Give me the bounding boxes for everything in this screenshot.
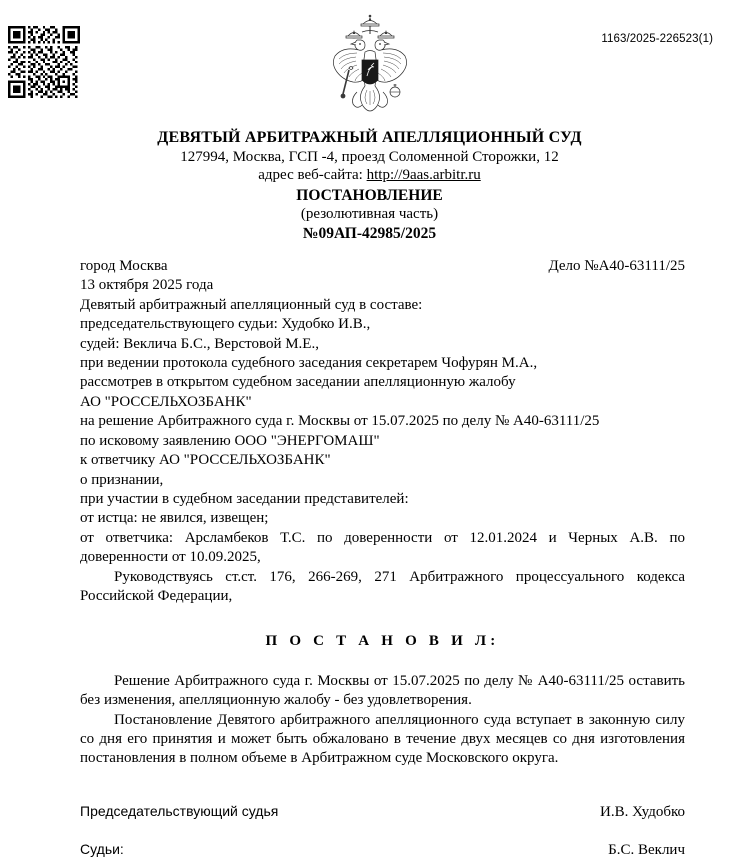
document-title-block: [0, 128, 739, 243]
defendant-representative: от ответчика: Арсламбеков Т.С. по доверенности от 12.01.2024 и Черных А.В. по доверенности от 10.09.2025,: [80, 529, 685, 566]
document-header: [0, 0, 739, 128]
presiding-judge: председательствующего судьи: Худобко И.В.,: [80, 316, 371, 333]
signature-row: [80, 841, 685, 859]
signature-role: Судьи:: [80, 840, 124, 857]
legal-basis: Руководствуясь ст.ст. 176, 266-269, 271 Арбитражного процессуального кодекса Российской Федерации,: [80, 568, 685, 604]
judges-list: судей: Веклича Б.С., Верстовой М.Е.,: [80, 335, 319, 352]
appealed-decision: на решение Арбитражного суда г. Москвы от 15.07.2025 по делу № А40-63111/25: [80, 413, 600, 430]
court-name: ДЕВЯТЫЙ АРБИТРАЖНЫЙ АПЕЛЛЯЦИОННЫЙ СУД: [157, 129, 582, 146]
court-website-label: адрес веб-сайта:: [258, 167, 367, 184]
plaintiff-representative: от истца: не явился, извещен;: [80, 510, 269, 527]
russian-coat-of-arms-icon: [327, 8, 413, 122]
city-case-row: [80, 257, 685, 276]
court-website-line: [0, 166, 739, 185]
document-date: 13 октября 2025 года: [80, 277, 214, 294]
court-website-url[interactable]: http://9aas.arbitr.ru: [366, 167, 481, 184]
claim-subject: о признании,: [80, 471, 164, 488]
qr-code: [8, 26, 80, 98]
appellant: АО "РОССЕЛЬХОЗБАНК": [80, 393, 252, 410]
document-body: [80, 257, 685, 769]
document-subtype: (резолютивная часть): [300, 206, 439, 223]
signature-block: [80, 803, 685, 859]
court-address: 127994, Москва, ГСП -4, проезд Соломенной Сторожки, 12: [180, 148, 559, 165]
city: город Москва: [80, 258, 168, 275]
plaintiff-claim: по исковому заявлению ООО "ЭНЕРГОМАШ": [80, 432, 380, 449]
ruling-paragraph-2: Постановление Девятого арбитражного апелляционного суда вступает в законную силу со дня его принятия и может быть обжаловано в течение двух месяцев со дня изготовления постановления в полном объеме в Арбитражном суде Московского округа.: [80, 711, 685, 767]
reviewed-line: рассмотрев в открытом судебном заседании апелляционную жалобу: [80, 374, 516, 391]
ruling-paragraph-1: Решение Арбитражного суда г. Москвы от 15.07.2025 по делу № А40-63111/25 оставить без изменения, апелляционную жалобу - без удовлетворения.: [80, 672, 685, 709]
participants-heading: при участии в судебном заседании представителей:: [80, 490, 409, 507]
document-type: ПОСТАНОВЛЕНИЕ: [296, 187, 443, 205]
signature-name: Б.С. Веклич: [608, 841, 685, 858]
signature-row: [80, 803, 685, 821]
court-composition-line: Девятый арбитражный апелляционный суд в составе:: [80, 296, 423, 313]
document-id: 1163/2025-226523(1): [601, 33, 713, 45]
defendant: к ответчику АО "РОССЕЛЬХОЗБАНК": [80, 452, 331, 469]
signature-role: Председательствующий судья: [80, 802, 279, 819]
document-number: №09АП-42985/2025: [302, 224, 437, 242]
case-number: Дело №А40-63111/25: [548, 258, 685, 275]
signature-name: И.В. Худобко: [600, 803, 685, 820]
ruling-heading: П О С Т А Н О В И Л:: [265, 633, 500, 650]
secretary-line: при ведении протокола судебного заседания секретарем Чофурян М.А.,: [80, 355, 538, 372]
